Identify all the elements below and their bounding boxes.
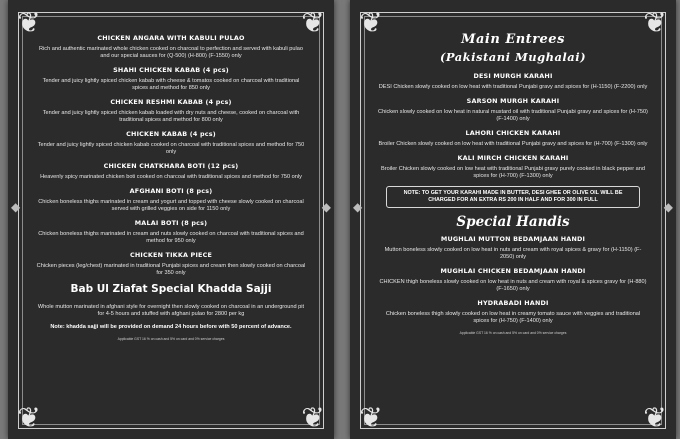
special-dish-desc: Whole mutton marinated in afghani style for overnight then slowly cooked on charcoal in an underground pit for 4-5 hours and stuffed with afghani pulao for 2800 per kg: [37, 304, 305, 317]
menu-item-title: CHICKEN RESHMI KABAB (4 pcs): [110, 98, 232, 106]
menu-item-desc: Chicken slowly cooked on low heat in natural mustard oil with traditional Punjabi gravy and spices for (H-750) (F-1400) only: [378, 109, 648, 122]
right-menu-content: [378, 32, 648, 427]
menu-item-title: CHICKEN ANGARA WITH KABULI PULAO: [97, 34, 245, 42]
menu-item-title: LAHORI CHICKEN KARAHI: [465, 129, 561, 137]
menu-item-desc: Tender and juicy lightly spiced chicken kabab with cheese & tomatos cooked on charcoal with traditional spices and method for 850 only: [42, 78, 300, 91]
sajji-note: Note: khadda sajji will be provided on demand 24 hours before with 50 percent of advance.: [50, 324, 292, 330]
menu-item-title: SHAHI CHICKEN KABAB (4 pcs): [113, 66, 229, 74]
menu-page-right: [350, 0, 676, 439]
side-ornament-icon: ◆: [663, 200, 673, 214]
side-ornament-icon: ◆: [353, 200, 363, 214]
menu-item-desc: Chicken boneless thighs marinated in cream and yogurt and topped with cheese slowly cooked on charcoal served with grilled veggies on side for 1150 only: [38, 199, 304, 212]
menu-item-title: MUGHLAI CHICKEN BEDAMJAAN HANDI: [440, 267, 586, 275]
corner-ornament-icon: ❦: [359, 401, 383, 434]
menu-item-title: KALI MIRCH CHICKEN KARAHI: [457, 154, 569, 162]
gst-footnote: Applicable GST 16 % on cash and 5% on card and 0% service charges: [117, 337, 225, 341]
corner-ornament-icon: ❦: [643, 6, 667, 39]
menu-item-desc: Broiler Chicken slowly cooked on low heat with traditional Punjabi gravy purely cooked in black pepper and spices for (H-700) (F-1300) only: [381, 166, 645, 179]
menu-item-desc: Tender and juicy lightly spiced chicken kabab cooked on charcoal with traditional spices and method for 750 only: [37, 142, 305, 155]
menu-item-desc: DESI Chicken slowly cooked on low heat with traditional Punjabi gravy and spices for (H-1150) (F-2200) only: [378, 84, 648, 90]
menu-item-desc: Heavenly spicy marinated chicken boti cooked on charcoal with traditional spices and method for 750 only: [40, 174, 302, 180]
menu-item-title: DESI MURGH KARAHI: [473, 72, 553, 80]
left-menu-content: [36, 34, 306, 427]
section-title-main-entrees: Main Entrees: [461, 32, 565, 47]
menu-item-title: MUGHLAI MUTTON BEDAMJAAN HANDI: [440, 235, 586, 243]
menu-item-title: MALAI BOTI (8 pcs): [134, 219, 208, 227]
menu-item-desc: CHICKEN thigh boneless slowly cooked on low heat in nuts and cream with royal & spices gravy for (H-880) (F-1650) only: [379, 279, 647, 292]
section-title-special-handis: Special Handis: [456, 214, 570, 230]
menu-item-desc: Chicken boneless thigh slowly cooked on low heat in creamy tomato sauce with veggies and traditional spices for (H-750) (F-1400) only: [385, 311, 641, 324]
menu-item-desc: Tender and juicy lightly spiced chicken kabab loaded with dry nuts and cheese, cooked on charcoal with traditional spices and method for 800 only: [42, 110, 300, 123]
menu-item-title: CHICKEN KABAB (4 pcs): [126, 130, 216, 138]
menu-item-title: CHICKEN TIKKA PIECE: [129, 251, 213, 259]
corner-ornament-icon: ❦: [301, 401, 325, 434]
menu-item-title: AFGHANI BOTI (8 pcs): [129, 187, 213, 195]
corner-ornament-icon: ❦: [359, 6, 383, 39]
corner-ornament-icon: ❦: [643, 401, 667, 434]
side-ornament-icon: ◆: [11, 200, 21, 214]
menu-item-title: SARSON MURGH KARAHI: [466, 97, 560, 105]
section-subtitle: (Pakistani Mughalai): [439, 50, 587, 64]
gst-footnote: Applicable GST 16 % on cash and 5% on card and 0% service charges: [459, 331, 567, 335]
menu-page-left: [8, 0, 334, 439]
karahi-note-box: NOTE: TO GET YOUR KARAHI MADE IN BUTTER, DESI GHEE OR OLIVE OIL WILL BE CHARGED FOR AN EXTRA RS 200 IN HALF AND FOR 300 IN FULL: [386, 186, 640, 208]
corner-ornament-icon: ❦: [301, 6, 325, 39]
menu-item-desc: Chicken boneless thighs marinated in cream and nuts slowly cooked on charcoal with traditional spices and method for 950 only: [38, 231, 304, 244]
menu-item-desc: Rich and authentic marinated whole chicken cooked on charcoal to perfection and served with kabuli pulao and our special sauces for (Q-500) (H-800) (F-1550) only: [39, 46, 303, 59]
side-ornament-icon: ◆: [321, 200, 331, 214]
corner-ornament-icon: ❦: [17, 401, 41, 434]
special-dish-title: Bab Ul Ziafat Special Khadda Sajji: [70, 283, 272, 295]
menu-item-desc: Chicken pieces (leg/chest) marinated in traditional Punjabi spices and cream then slowly cooked on charcoal for 350 only: [36, 263, 306, 276]
menu-item-title: CHICKEN CHATKHARA BOTI (12 pcs): [103, 162, 239, 170]
corner-ornament-icon: ❦: [17, 6, 41, 39]
menu-item-desc: Mutton boneless slowly cooked on low heat in nuts and cream with royal spices & gravy for (H-1150) (F-2050) only: [384, 247, 642, 260]
menu-item-title: HYDRABADI HANDI: [477, 299, 549, 307]
menu-item-desc: Broiler Chicken slowly cooked on low heat with traditional Punjabi gravy and spices for (H-700) (F-1300) only: [378, 141, 648, 147]
